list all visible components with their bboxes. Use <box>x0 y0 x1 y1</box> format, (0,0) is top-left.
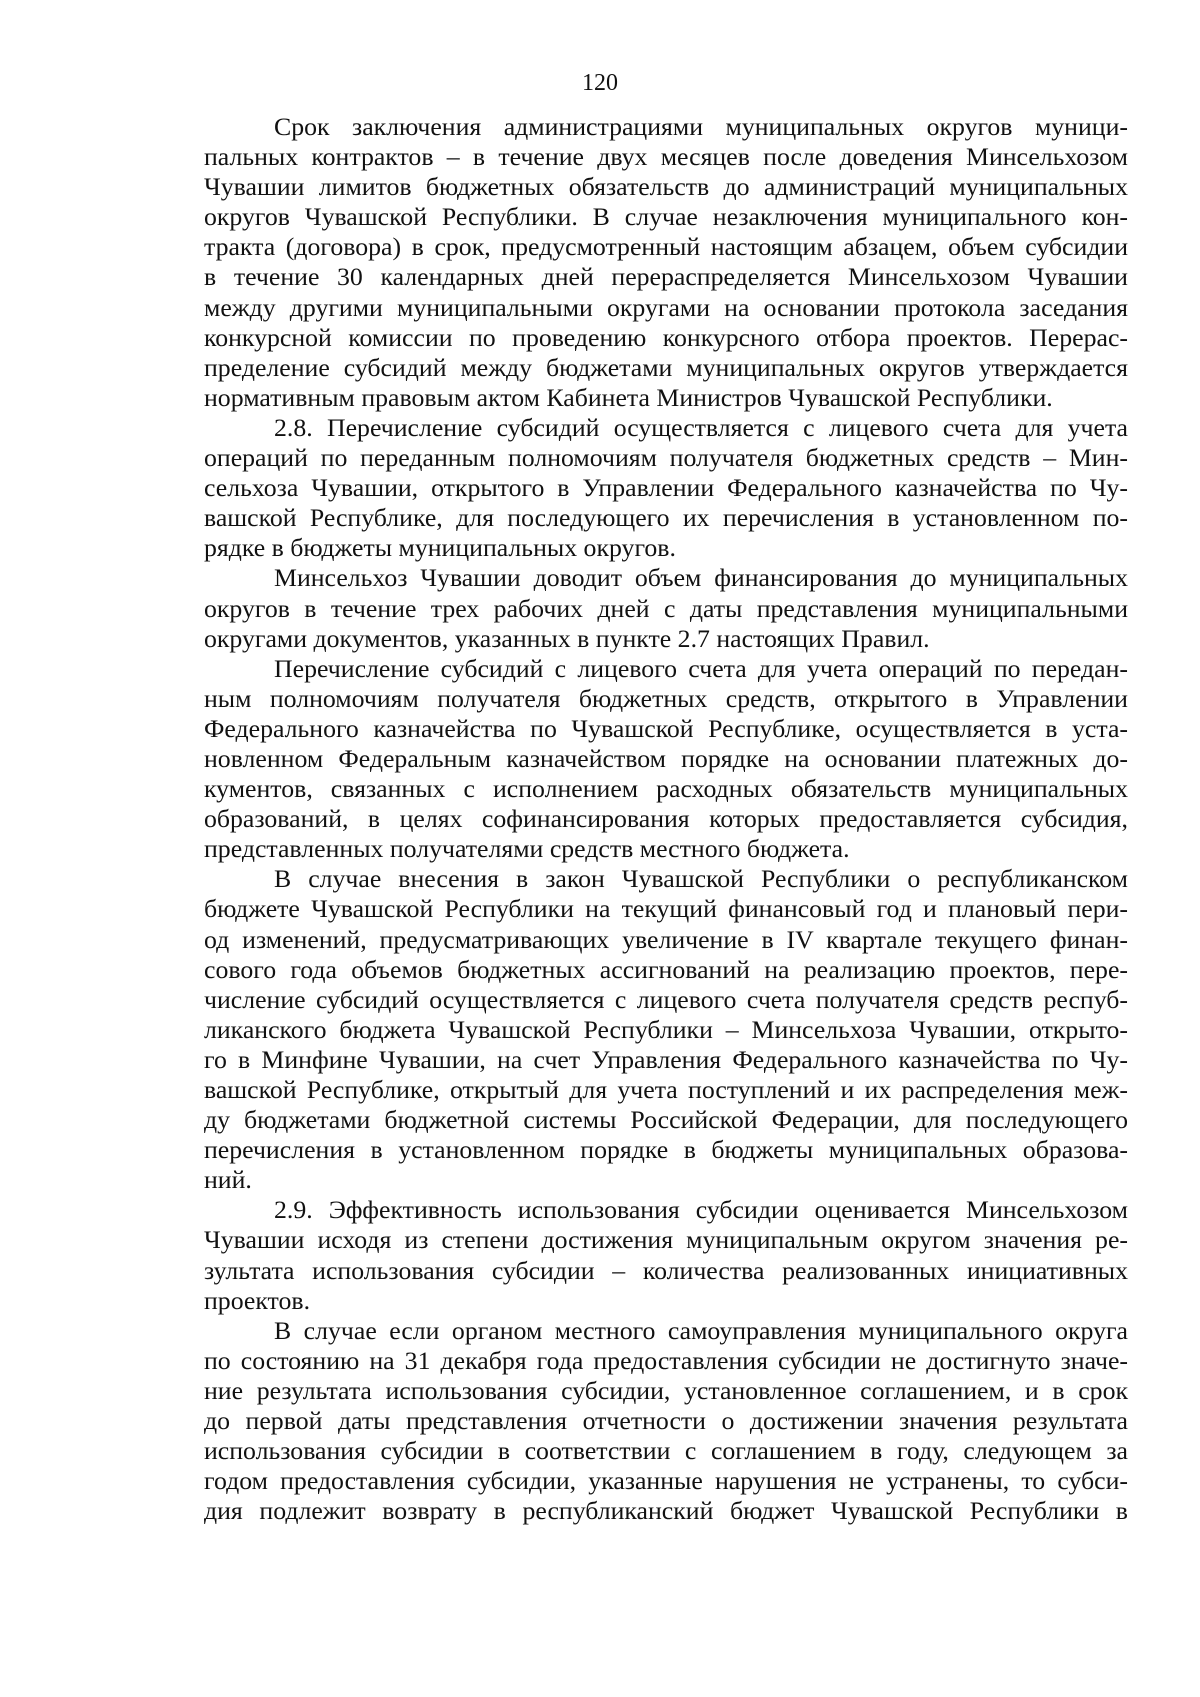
paragraph <box>204 563 1128 653</box>
text-line: дия подлежит возврату в республиканский бюджет Чувашской Республики в <box>204 1496 1128 1526</box>
text-line: Срок заключения администрациями муниципальных округов муници- <box>274 112 1128 141</box>
text-line: числение субсидий осуществляется с лицевого счета получателя средств респуб- <box>204 984 1128 1014</box>
text-line: ние результата использования субсидии, установленное соглашением, и в срок <box>204 1375 1128 1405</box>
text-line: 2.8. Перечисление субсидий осуществляется с лицевого счета для учета <box>274 412 1128 442</box>
text-line: вашской Республике, открытый для учета поступлений и их распределения меж- <box>204 1075 1128 1104</box>
text-line: В случае внесения в закон Чувашской Республики о республиканском <box>274 864 1128 894</box>
text-line: использования субсидии в соответствии с соглашением в году, следующем за <box>204 1436 1128 1466</box>
text-line: операций по переданным полномочиям получателя бюджетных средств – Мин- <box>204 443 1128 473</box>
text-line: между другими муниципальными округами на основании протокола заседания <box>204 292 1128 322</box>
text-line: Перечисление субсидий с лицевого счета для учета операций по передан- <box>274 653 1128 683</box>
text-line: округами документов, указанных в пункте 2.7 настоящих Правил. <box>204 623 930 653</box>
paragraph <box>204 654 1128 865</box>
text-line: до первой даты представления отчетности о достижении значения результата <box>204 1406 1128 1436</box>
paragraph <box>204 864 1128 1195</box>
paragraph <box>204 1316 1128 1527</box>
text-line: Минсельхоз Чувашии доводит объем финансирования до муниципальных <box>274 563 1128 593</box>
text-line: образований, в целях софинансирования которых предоставляется субсидия, <box>204 804 1128 834</box>
paragraph <box>204 1195 1128 1315</box>
text-line: новленном Федеральным казначейством порядке на основании платежных до- <box>204 743 1128 773</box>
paragraph <box>204 112 1128 413</box>
text-line: зультата использования субсидии – количества реализованных инициативных <box>204 1255 1128 1285</box>
text-line: пределение субсидий между бюджетами муниципальных округов утверждается <box>204 352 1128 382</box>
text-line: перечисления в установленном порядке в бюджеты муниципальных образова- <box>204 1135 1128 1165</box>
text-line: тракта (договора) в срок, предусмотренный настоящим абзацем, объем субсидии <box>204 232 1128 262</box>
text-line: Чувашии лимитов бюджетных обязательств до администраций муниципальных <box>204 172 1128 202</box>
text-line: сельхоза Чувашии, открытого в Управлении Федерального казначейства по Чу- <box>204 473 1128 503</box>
text-line: бюджете Чувашской Республики на текущий финансовый год и плановый пери- <box>204 894 1128 924</box>
paragraph <box>204 413 1128 563</box>
text-line: годом предоставления субсидии, указанные нарушения не устранены, то субси- <box>204 1466 1128 1496</box>
document-body <box>204 112 1128 1526</box>
text-line: Федерального казначейства по Чувашской Республике, осуществляется в уста- <box>204 713 1128 743</box>
text-line: вашской Республике, для последующего их перечисления в установленном по- <box>204 503 1128 533</box>
text-line: пальных контрактов – в течение двух месяцев после доведения Минсельхозом <box>204 142 1128 172</box>
text-line: ду бюджетами бюджетной системы Российской Федерации, для последующего <box>204 1105 1128 1135</box>
text-line: проектов. <box>204 1285 311 1315</box>
text-line: представленных получателями средств местного бюджета. <box>204 834 850 864</box>
text-line: В случае если органом местного самоуправления муниципального округа <box>274 1315 1128 1345</box>
text-line: округов в течение трех рабочих дней с даты представления муниципальными <box>204 593 1128 623</box>
text-line: ний. <box>204 1165 252 1195</box>
text-line: в течение 30 календарных дней перераспределяется Минсельхозом Чувашии <box>204 262 1128 292</box>
text-line: од изменений, предусматривающих увеличение в IV квартале текущего финан- <box>204 924 1128 954</box>
text-line: ным полномочиям получателя бюджетных средств, открытого в Управлении <box>204 683 1128 713</box>
text-line: округов Чувашской Республики. В случае незаключения муниципального кон- <box>204 202 1128 232</box>
text-line: ликанского бюджета Чувашской Республики – Минсельхоза Чувашии, открыто- <box>204 1014 1128 1044</box>
text-line: кументов, связанных с исполнением расходных обязательств муниципальных <box>204 774 1128 804</box>
text-line: рядке в бюджеты муниципальных округов. <box>204 533 676 563</box>
text-line: Чувашии исходя из степени достижения муниципальным округом значения ре- <box>204 1225 1128 1255</box>
text-line: 2.9. Эффективность использования субсидии оценивается Минсельхозом <box>274 1195 1128 1225</box>
text-line: го в Минфине Чувашии, на счет Управления Федерального казначейства по Чу- <box>204 1044 1128 1074</box>
text-line: конкурсной комиссии по проведению конкурсного отбора проектов. Перерас- <box>204 322 1128 352</box>
page-number: 120 <box>582 70 618 96</box>
text-line: сового года объемов бюджетных ассигнований на реализацию проектов, пере- <box>204 954 1128 984</box>
text-line: нормативным правовым актом Кабинета Министров Чувашской Республики. <box>204 382 1053 412</box>
text-line: по состоянию на 31 декабря года предоставления субсидии не достигнуто значе- <box>204 1345 1128 1375</box>
